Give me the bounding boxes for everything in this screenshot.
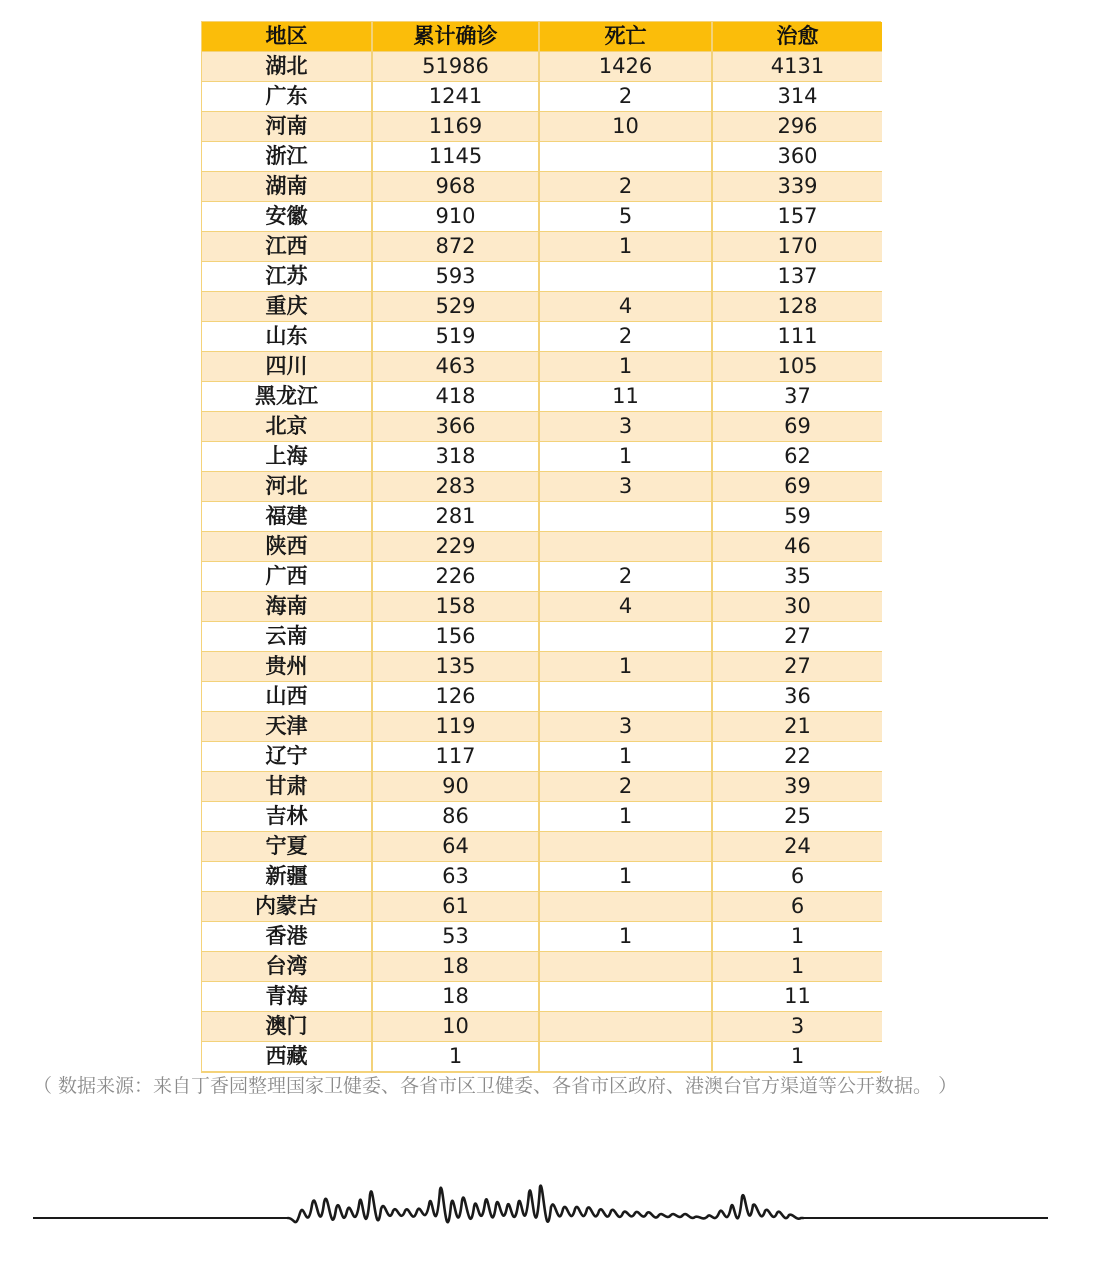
cell-region: 江苏 <box>202 262 372 292</box>
table-row <box>202 1042 882 1072</box>
cell-recovered: 62 <box>712 442 882 472</box>
cell-confirmed: 135 <box>372 652 539 682</box>
cell-recovered: 1 <box>712 952 882 982</box>
cell-region: 山东 <box>202 322 372 352</box>
cell-deaths: 1 <box>539 742 712 772</box>
cell-confirmed: 418 <box>372 382 539 412</box>
cell-recovered: 3 <box>712 1012 882 1042</box>
cell-region: 陕西 <box>202 532 372 562</box>
cell-deaths <box>539 982 712 1012</box>
cell-confirmed: 63 <box>372 862 539 892</box>
cell-deaths: 1 <box>539 922 712 952</box>
cell-confirmed: 910 <box>372 202 539 232</box>
data-table-container <box>201 21 881 1073</box>
cell-confirmed: 281 <box>372 502 539 532</box>
table-row <box>202 742 882 772</box>
cell-deaths <box>539 682 712 712</box>
cell-recovered: 69 <box>712 412 882 442</box>
table-row <box>202 382 882 412</box>
cell-confirmed: 53 <box>372 922 539 952</box>
table-row <box>202 1012 882 1042</box>
cell-recovered: 314 <box>712 82 882 112</box>
data-source-note: （ 数据来源：来自丁香园整理国家卫健委、各省市区卫健委、各省市区政府、港澳台官方渠道等公开数据。 ） <box>33 1075 958 1097</box>
table-row <box>202 352 882 382</box>
cell-deaths: 11 <box>539 382 712 412</box>
table-row <box>202 802 882 832</box>
waveform-squiggle <box>288 1186 803 1222</box>
cell-confirmed: 463 <box>372 352 539 382</box>
table-row <box>202 862 882 892</box>
table-row <box>202 262 882 292</box>
cell-region: 湖南 <box>202 172 372 202</box>
cell-recovered: 137 <box>712 262 882 292</box>
cell-region: 江西 <box>202 232 372 262</box>
cell-region: 广西 <box>202 562 372 592</box>
cell-confirmed: 119 <box>372 712 539 742</box>
cell-deaths: 10 <box>539 112 712 142</box>
cell-deaths: 4 <box>539 292 712 322</box>
table-row <box>202 532 882 562</box>
cell-deaths: 1 <box>539 652 712 682</box>
cell-confirmed: 90 <box>372 772 539 802</box>
header-region: 地区 <box>202 22 372 52</box>
cell-region: 台湾 <box>202 952 372 982</box>
table-row <box>202 952 882 982</box>
table-row <box>202 712 882 742</box>
cell-confirmed: 1 <box>372 1042 539 1072</box>
cell-region: 河北 <box>202 472 372 502</box>
cell-region: 湖北 <box>202 52 372 82</box>
cell-confirmed: 18 <box>372 982 539 1012</box>
cell-region: 内蒙古 <box>202 892 372 922</box>
cell-deaths: 2 <box>539 772 712 802</box>
cell-confirmed: 156 <box>372 622 539 652</box>
table-row <box>202 112 882 142</box>
cell-recovered: 6 <box>712 892 882 922</box>
cell-region: 四川 <box>202 352 372 382</box>
cell-deaths <box>539 622 712 652</box>
table-row <box>202 232 882 262</box>
cell-deaths: 1 <box>539 232 712 262</box>
header-deaths: 死亡 <box>539 22 712 52</box>
table-row <box>202 562 882 592</box>
table-row <box>202 412 882 442</box>
cell-recovered: 1 <box>712 1042 882 1072</box>
cell-recovered: 170 <box>712 232 882 262</box>
cell-recovered: 111 <box>712 322 882 352</box>
cell-region: 黑龙江 <box>202 382 372 412</box>
cell-deaths <box>539 502 712 532</box>
cell-region: 海南 <box>202 592 372 622</box>
cell-region: 宁夏 <box>202 832 372 862</box>
cell-confirmed: 593 <box>372 262 539 292</box>
cell-deaths <box>539 952 712 982</box>
cell-region: 广东 <box>202 82 372 112</box>
cell-recovered: 59 <box>712 502 882 532</box>
table-body <box>202 52 882 1072</box>
table-row <box>202 142 882 172</box>
cell-confirmed: 519 <box>372 322 539 352</box>
cell-region: 吉林 <box>202 802 372 832</box>
cell-deaths: 3 <box>539 412 712 442</box>
cell-confirmed: 283 <box>372 472 539 502</box>
cell-confirmed: 968 <box>372 172 539 202</box>
cell-deaths: 3 <box>539 472 712 502</box>
table-row <box>202 772 882 802</box>
cell-deaths <box>539 832 712 862</box>
cell-recovered: 21 <box>712 712 882 742</box>
cell-recovered: 69 <box>712 472 882 502</box>
table-row <box>202 652 882 682</box>
cell-recovered: 46 <box>712 532 882 562</box>
cell-recovered: 25 <box>712 802 882 832</box>
cell-region: 甘肃 <box>202 772 372 802</box>
cell-confirmed: 18 <box>372 952 539 982</box>
cell-deaths <box>539 262 712 292</box>
cell-recovered: 339 <box>712 172 882 202</box>
cell-confirmed: 366 <box>372 412 539 442</box>
cell-recovered: 157 <box>712 202 882 232</box>
cell-recovered: 360 <box>712 142 882 172</box>
cell-confirmed: 126 <box>372 682 539 712</box>
cell-region: 河南 <box>202 112 372 142</box>
cell-confirmed: 1241 <box>372 82 539 112</box>
cell-region: 贵州 <box>202 652 372 682</box>
table-header <box>202 22 882 52</box>
cell-recovered: 128 <box>712 292 882 322</box>
cell-confirmed: 51986 <box>372 52 539 82</box>
cell-deaths <box>539 142 712 172</box>
cell-recovered: 296 <box>712 112 882 142</box>
cell-deaths <box>539 1042 712 1072</box>
epidemic-data-table <box>202 22 882 1072</box>
table-row <box>202 442 882 472</box>
cell-recovered: 6 <box>712 862 882 892</box>
table-row <box>202 682 882 712</box>
waveform-divider <box>33 1175 1048 1265</box>
cell-region: 北京 <box>202 412 372 442</box>
cell-confirmed: 86 <box>372 802 539 832</box>
cell-confirmed: 318 <box>372 442 539 472</box>
cell-recovered: 35 <box>712 562 882 592</box>
cell-recovered: 27 <box>712 622 882 652</box>
cell-region: 云南 <box>202 622 372 652</box>
cell-recovered: 27 <box>712 652 882 682</box>
cell-deaths: 1 <box>539 802 712 832</box>
header-row <box>202 22 882 52</box>
cell-deaths: 3 <box>539 712 712 742</box>
cell-confirmed: 1169 <box>372 112 539 142</box>
table-row <box>202 592 882 622</box>
table-row <box>202 52 882 82</box>
cell-recovered: 11 <box>712 982 882 1012</box>
table-row <box>202 292 882 322</box>
cell-deaths: 5 <box>539 202 712 232</box>
cell-recovered: 105 <box>712 352 882 382</box>
table-row <box>202 202 882 232</box>
cell-deaths: 1 <box>539 862 712 892</box>
cell-deaths: 1426 <box>539 52 712 82</box>
cell-confirmed: 229 <box>372 532 539 562</box>
cell-confirmed: 158 <box>372 592 539 622</box>
header-confirmed: 累计确诊 <box>372 22 539 52</box>
cell-confirmed: 1145 <box>372 142 539 172</box>
table-row <box>202 172 882 202</box>
cell-recovered: 39 <box>712 772 882 802</box>
header-recovered: 治愈 <box>712 22 882 52</box>
table-row <box>202 502 882 532</box>
cell-recovered: 30 <box>712 592 882 622</box>
cell-region: 新疆 <box>202 862 372 892</box>
table-row <box>202 832 882 862</box>
cell-region: 重庆 <box>202 292 372 322</box>
cell-region: 澳门 <box>202 1012 372 1042</box>
cell-recovered: 36 <box>712 682 882 712</box>
cell-region: 西藏 <box>202 1042 372 1072</box>
table-row <box>202 982 882 1012</box>
cell-region: 青海 <box>202 982 372 1012</box>
cell-region: 福建 <box>202 502 372 532</box>
cell-confirmed: 61 <box>372 892 539 922</box>
cell-recovered: 4131 <box>712 52 882 82</box>
table-row <box>202 322 882 352</box>
cell-deaths: 2 <box>539 82 712 112</box>
cell-confirmed: 10 <box>372 1012 539 1042</box>
cell-deaths: 4 <box>539 592 712 622</box>
table-row <box>202 622 882 652</box>
cell-deaths: 1 <box>539 442 712 472</box>
cell-deaths: 1 <box>539 352 712 382</box>
cell-confirmed: 64 <box>372 832 539 862</box>
cell-deaths <box>539 892 712 922</box>
cell-recovered: 37 <box>712 382 882 412</box>
cell-confirmed: 529 <box>372 292 539 322</box>
cell-confirmed: 226 <box>372 562 539 592</box>
cell-recovered: 24 <box>712 832 882 862</box>
cell-deaths: 2 <box>539 322 712 352</box>
cell-region: 辽宁 <box>202 742 372 772</box>
table-row <box>202 472 882 502</box>
cell-deaths <box>539 1012 712 1042</box>
cell-recovered: 1 <box>712 922 882 952</box>
cell-deaths: 2 <box>539 172 712 202</box>
cell-deaths: 2 <box>539 562 712 592</box>
table-row <box>202 82 882 112</box>
cell-region: 上海 <box>202 442 372 472</box>
cell-region: 浙江 <box>202 142 372 172</box>
cell-deaths <box>539 532 712 562</box>
table-row <box>202 892 882 922</box>
cell-region: 安徽 <box>202 202 372 232</box>
cell-confirmed: 872 <box>372 232 539 262</box>
cell-region: 香港 <box>202 922 372 952</box>
cell-region: 天津 <box>202 712 372 742</box>
table-row <box>202 922 882 952</box>
cell-region: 山西 <box>202 682 372 712</box>
cell-recovered: 22 <box>712 742 882 772</box>
cell-confirmed: 117 <box>372 742 539 772</box>
